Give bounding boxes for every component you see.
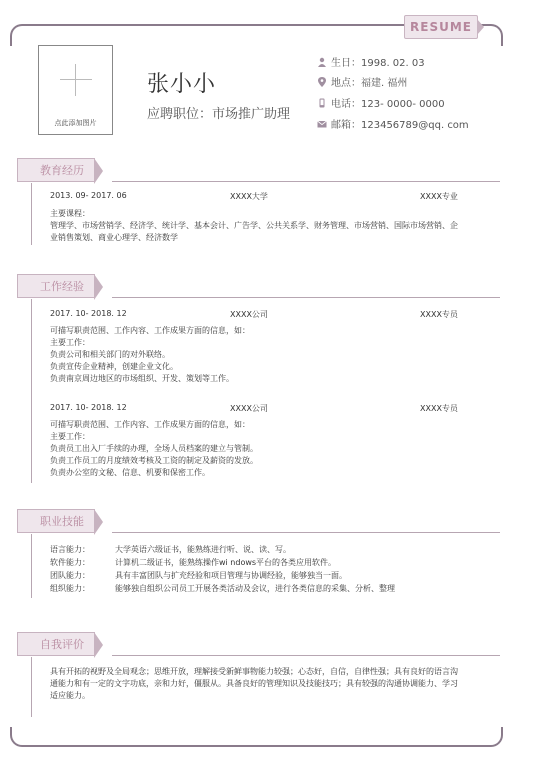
birthday-text: 生日：1998. 02. 03 xyxy=(331,58,425,69)
email-text: 邮箱：123456789@qq. com xyxy=(331,120,469,131)
section-work-tab: 工作经验 xyxy=(17,274,95,298)
work-company: XXXX公司 xyxy=(230,310,268,319)
skill-label: 软件能力： xyxy=(50,558,90,567)
work-line: 负责宣传企业精神，创建企业文化。 xyxy=(50,362,178,371)
phone-text: 电话：123- 0000- 0000 xyxy=(331,99,445,110)
location-text: 地点：福建. 福州 xyxy=(331,78,408,89)
edu-courses: 管理学、市场营销学、经济学、统计学、基本会计、广告学、公共关系学、财务管理、市场营销、国际市场营销、企业销售策划、商业心理学、经济数学 xyxy=(50,221,458,242)
work-line: 负责员工出入厂手续的办理，全场人员档案的建立与管制。 xyxy=(50,444,258,453)
section-side-bar xyxy=(31,534,32,598)
skill-value: 具有丰富团队与扩充经验和项目管理与协调经验，能够独当一面。 xyxy=(115,571,347,580)
resume-tag: RESUME xyxy=(404,15,478,39)
work-line: 负责南京周边地区的市场组织、开发、策划等工作。 xyxy=(50,374,234,383)
person-icon xyxy=(317,57,327,67)
bottom-frame-border xyxy=(10,727,503,747)
skill-label: 语言能力： xyxy=(50,545,90,554)
skill-item xyxy=(50,570,347,581)
section-divider xyxy=(112,181,500,182)
skill-label: 团队能力： xyxy=(50,571,90,580)
candidate-name: 张小小 xyxy=(147,72,217,97)
add-photo-icon-vertical xyxy=(75,64,76,96)
skill-item xyxy=(50,544,291,555)
skill-item xyxy=(50,583,395,594)
work-company: XXXX公司 xyxy=(230,404,268,413)
work-period: 2017. 10- 2018. 12 xyxy=(50,403,127,412)
add-photo-icon xyxy=(60,79,92,80)
work-line: 主要工作： xyxy=(50,432,90,441)
section-divider xyxy=(112,532,500,533)
edu-major: XXXX专业 xyxy=(420,192,458,201)
info-birthday xyxy=(317,54,425,69)
photo-caption: 点此添加图片 xyxy=(54,119,97,127)
skill-label: 组织能力： xyxy=(50,584,90,593)
section-divider xyxy=(112,655,500,656)
work-period: 2017. 10- 2018. 12 xyxy=(50,309,127,318)
work-line: 负责工作员工的月度绩效考核及工资的制定及薪资的发放。 xyxy=(50,456,258,465)
work-line: 负责办公室的文秘、信息、机要和保密工作。 xyxy=(50,468,210,477)
email-icon xyxy=(317,119,327,129)
edu-school: XXXX大学 xyxy=(230,192,268,201)
job-title: 应聘职位：市场推广助理 xyxy=(147,107,291,122)
section-education-tab: 教育经历 xyxy=(17,158,95,182)
work-line: 负责公司和相关部门的对外联络。 xyxy=(50,350,170,359)
section-divider xyxy=(112,297,500,298)
skill-item xyxy=(50,557,337,568)
info-location xyxy=(317,74,407,89)
location-pin-icon xyxy=(317,77,327,87)
skill-value: 大学英语六级证书，能熟练进行听、说、读、写。 xyxy=(115,545,291,554)
info-email xyxy=(317,116,469,131)
skill-value: 计算机二级证书，能熟练操作wi ndows平台的各类应用软件。 xyxy=(115,558,337,567)
work-line: 可描写职责范围、工作内容、工作成果方面的信息，如： xyxy=(50,326,250,335)
section-self-tab: 自我评价 xyxy=(17,632,95,656)
section-skills-tab: 职业技能 xyxy=(17,509,95,533)
skill-value: 能够独自组织公司员工开展各类活动及会议，进行各类信息的采集、分析、整理 xyxy=(115,584,395,593)
self-evaluation-text: 具有开拓的视野及全局观念；思维开放，理解接受新鲜事物能力较强；心态好，自信，自律性强；具有良好的语言沟通能力和有一定的文字功底，亲和力好，僵服从。具备良好的管理知识及技能技巧；具有较强的沟通协调能力、学习适应能力。 xyxy=(50,667,458,700)
info-phone xyxy=(317,95,445,110)
photo-placeholder[interactable] xyxy=(38,45,113,135)
section-side-bar xyxy=(31,657,32,717)
work-line: 可描写职责范围、工作内容、工作成果方面的信息，如： xyxy=(50,420,250,429)
phone-icon xyxy=(317,98,327,108)
edu-course-title: 主要课程： xyxy=(50,209,90,218)
work-line: 主要工作： xyxy=(50,338,90,347)
edu-period: 2013. 09- 2017. 06 xyxy=(50,191,127,200)
work-position: XXXX专员 xyxy=(420,310,458,319)
section-side-bar xyxy=(31,183,32,245)
work-position: XXXX专员 xyxy=(420,404,458,413)
section-side-bar xyxy=(31,299,32,483)
